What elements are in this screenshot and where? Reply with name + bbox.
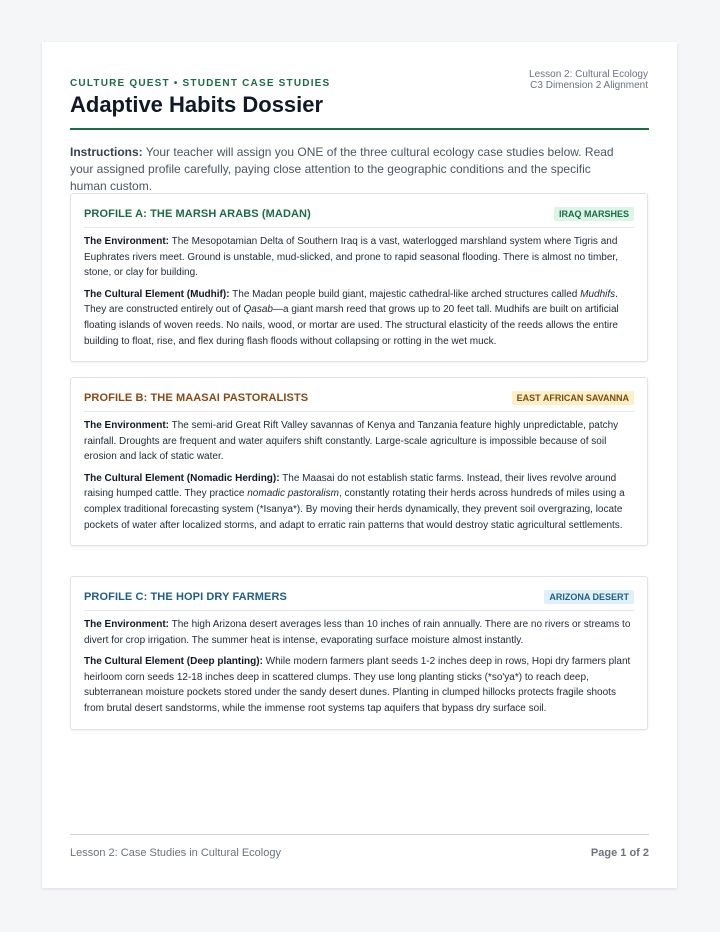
cultural-text: While modern farmers plant seeds 1-2 inches deep in rows, Hopi dry farmers plant heirloom corn seeds 12-18 inches deep in scattered clumps. They use long planting sticks (*so'ya*) to reach deep, subterranean moisture pockets stored under the sandy desert dunes. Planting in clumped hillocks protects fragile shoots from brutal desert sandstorms, while the immense root systems tap aquifers that bypass dry surface soil. — [84, 656, 631, 714]
profile-header — [84, 207, 634, 228]
environment-text: The Mesopotamian Delta of Southern Iraq is a vast, waterlogged marshland system where Tigris and Euphrates rivers meet. Ground is unstable, mud-slicked, and prone to rapid seasonal flooding. There is almost no timber, stone, or clay for building. — [84, 236, 618, 279]
environment-paragraph — [84, 617, 634, 648]
cultural-term: Mudhifs — [580, 288, 616, 300]
cultural-element-paragraph — [84, 287, 634, 349]
environment-label: The Environment: — [84, 420, 170, 431]
environment-paragraph — [84, 234, 634, 281]
cultural-text: . They are constructed entirely out of — [84, 288, 618, 316]
profile-header — [84, 391, 634, 412]
profile-card-c — [70, 576, 648, 730]
environment-label: The Environment: — [84, 236, 170, 247]
cultural-text: —a giant marsh reed that grows up to 20 feet tall. Mudhifs are built on artificial floating islands of woven reeds. No nails, wood, or mortar are used. The structural elasticity of the reeds allows the entire building to float, rise, and flex during flash floods without collapsing or rotting in the wet muck. — [84, 304, 619, 347]
lesson-meta — [529, 69, 648, 91]
alignment-label: C3 Dimension 2 Alignment — [530, 80, 648, 91]
cultural-term: nomadic pastoralism — [247, 488, 339, 500]
region-badge: EAST AFRICAN SAVANNA — [512, 391, 634, 405]
lesson-label: Lesson 2: Cultural Ecology — [529, 69, 648, 80]
profile-card-b — [70, 377, 648, 546]
profile-title: PROFILE C: THE HOPI DRY FARMERS — [84, 591, 287, 603]
profile-title: PROFILE A: THE MARSH ARABS (MADAN) — [84, 208, 311, 220]
region-badge: IRAQ MARSHES — [554, 207, 634, 221]
cultural-text: The Madan people build giant, majestic cathedral-like arched structures called — [229, 288, 581, 300]
cultural-text: , constantly rotating their herds across hundreds of miles using a complex traditional forecasting system (*Isanya*). By moving their herds dynamically, they prevent soil overgrazing, locate pockets of water after localized storms, and adapt to erratic rain patterns that would destroy static agricultural settlements. — [84, 488, 625, 531]
region-badge: ARIZONA DESERT — [544, 590, 634, 604]
instructions-text: Your teacher will assign you ONE of the three cultural ecology case studies below. Read your assigned profile carefully, paying close attention to the geographic conditions and the specific human custom. — [70, 145, 614, 193]
page-number: Page 1 of 2 — [590, 847, 649, 859]
environment-label: The Environment: — [84, 619, 170, 630]
page-title: Adaptive Habits Dossier — [70, 92, 324, 117]
cultural-element-label: The Cultural Element (Mudhif): — [84, 288, 230, 300]
instructions — [70, 144, 630, 195]
cultural-element-label: The Cultural Element (Nomadic Herding): — [84, 472, 280, 484]
profile-title: PROFILE B: THE MAASAI PASTORALISTS — [84, 392, 309, 404]
environment-text: The high Arizona desert averages less than 10 inches of rain annually. There are no rivers or streams to divert for crop irrigation. The summer heat is intense, evaporating surface moisture almost instantly. — [84, 619, 631, 646]
environment-paragraph — [84, 418, 634, 465]
footer-lesson-title: Lesson 2: Case Studies in Cultural Ecology — [70, 847, 281, 859]
instructions-label: Instructions: — [70, 145, 143, 159]
cultural-term: Qasab — [243, 304, 273, 316]
footer-divider — [70, 834, 649, 835]
document-page — [42, 42, 677, 888]
profile-card-a — [70, 193, 648, 362]
cultural-element-paragraph — [84, 654, 634, 716]
profile-header — [84, 590, 634, 611]
title-divider — [70, 128, 649, 130]
cultural-text: The Maasai do not establish static farms. Instead, their lives revolve around raising humped cattle. They practice — [84, 472, 617, 500]
environment-text: The semi-arid Great Rift Valley savannas of Kenya and Tanzania feature highly unpredictable, patchy rainfall. Droughts are frequent and water aquifers shift constantly. Large-scale agriculture is impossible because of soil erosion and lack of static water. — [84, 420, 619, 463]
eyebrow-label: CULTURE QUEST • STUDENT CASE STUDIES — [70, 78, 331, 89]
cultural-element-paragraph — [84, 471, 634, 533]
cultural-element-label: The Cultural Element (Deep planting): — [84, 656, 263, 668]
